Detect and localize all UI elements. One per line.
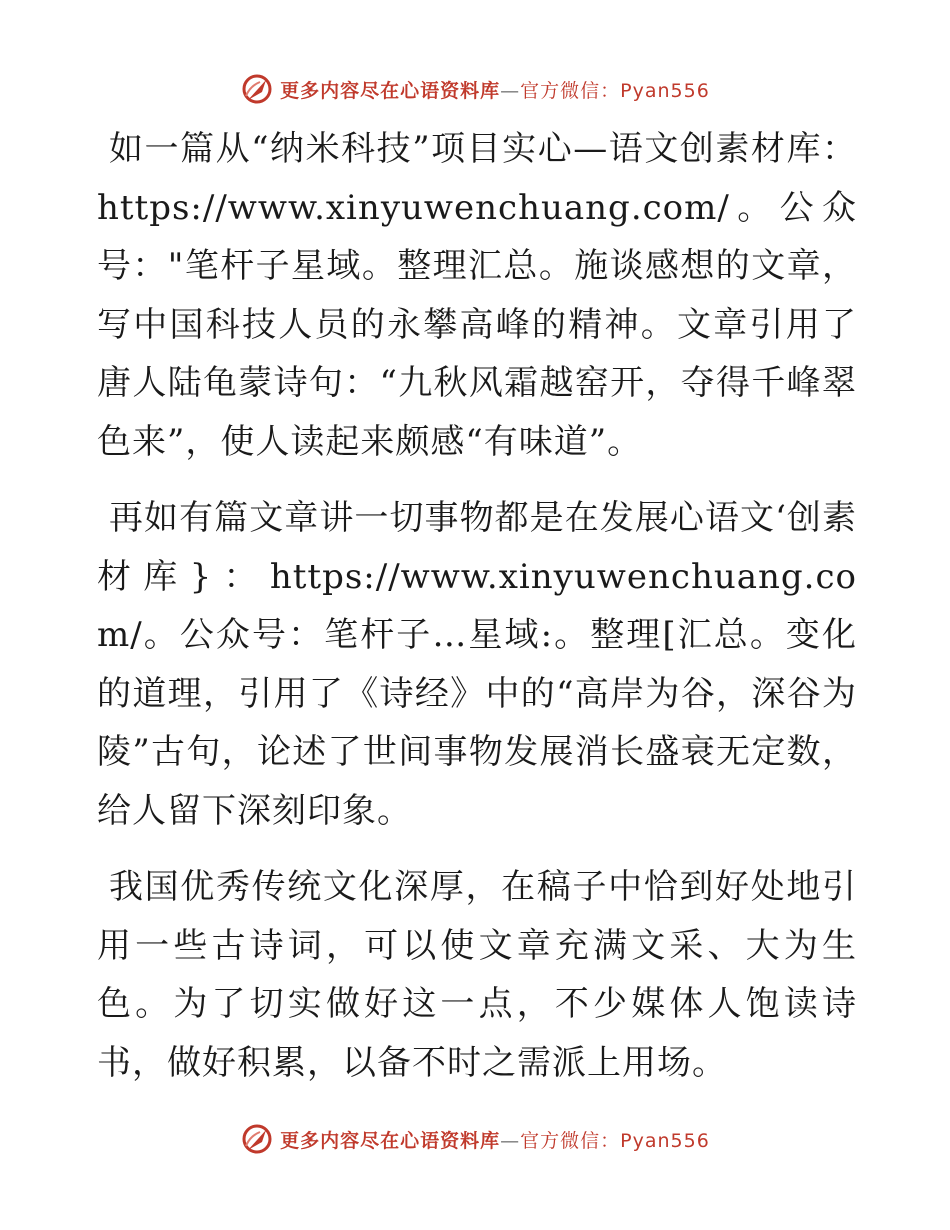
header-banner-main: 更多内容尽在心语资料库 <box>280 79 501 102</box>
header-banner-text <box>280 76 710 103</box>
footer-banner-dash: — <box>500 1129 521 1152</box>
footer-banner-main: 更多内容尽在心语资料库 <box>280 1129 501 1152</box>
paragraph-3: 我国优秀传统文化深厚，在稿子中恰到好处地引用一些古诗词，可以使文章充满文采、大为生色。为了切实做好这一点，不少媒体人饱读诗书，做好积累，以备不时之需派上用场。 <box>97 867 857 1083</box>
header-banner <box>0 70 950 108</box>
document-body <box>97 120 857 1110</box>
footer-banner-wechat: 官方微信：Pyan556 <box>520 1129 710 1152</box>
quill-pen-logo-icon <box>240 72 274 106</box>
header-banner-wechat: 官方微信：Pyan556 <box>520 79 710 102</box>
footer-banner <box>0 1120 950 1158</box>
paragraph-2: 再如有篇文章讲一切事物都是在发展心语文‘创素材库}：https://www.xinyuwenchuang.com/。公众号：笔杆子…星域:。整理[汇总。变化的道理，引用了《诗经》中的“高岸为谷，深谷为陵”古句，论述了世间事物发展消长盛衰无定数，给人留下深刻印象。 <box>97 498 857 831</box>
header-banner-dash: — <box>500 79 521 102</box>
footer-banner-text <box>280 1126 710 1153</box>
quill-pen-logo-icon <box>240 1122 274 1156</box>
paragraph-1: 如一篇从“纳米科技”项目实心—语文创素材库：https://www.xinyuwenchuang.com/。公众号："笔杆子星域。整理汇总。施谈感想的文章，写中国科技人员的永攀高峰的精神。文章引用了唐人陆龟蒙诗句：“九秋风霜越窑开，夺得千峰翠色来”，使人读起来颇感“有味道”。 <box>97 129 857 462</box>
